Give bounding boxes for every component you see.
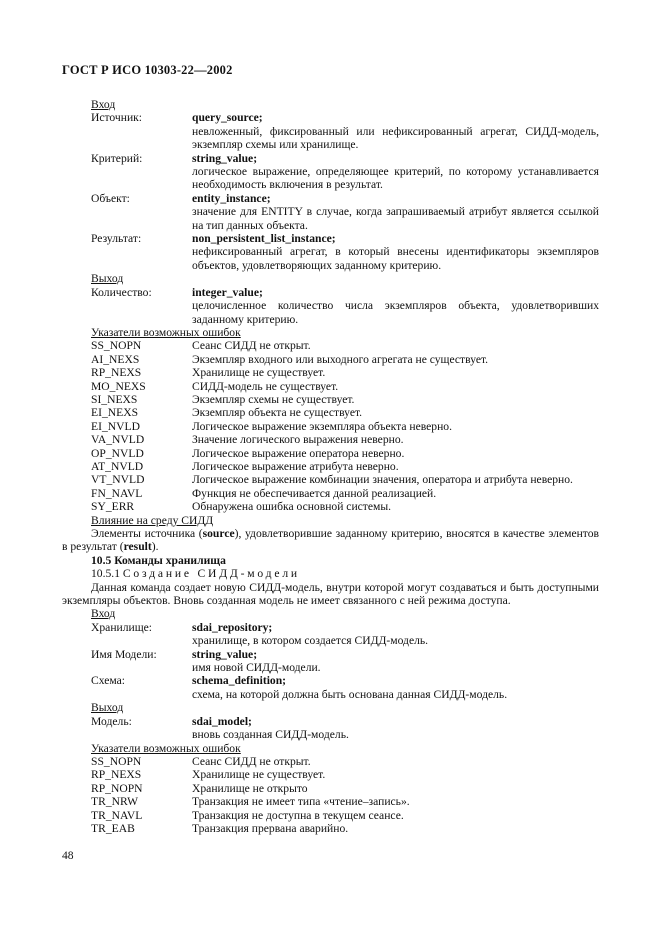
- param-row: [91, 621, 599, 634]
- error-text: Хранилище не открыто: [192, 781, 308, 795]
- error-row: [91, 782, 599, 795]
- param-description: значение для ENTITY в случае, когда запрашиваемый атрибут является ссылкой на тип данных объекта.: [192, 205, 599, 232]
- effect-text-part: ), удовлетворившие заданному критерию, вносятся в качестве элементов в результат (: [62, 527, 599, 554]
- error-text: Логическое выражение оператора неверно.: [192, 446, 405, 460]
- error-row: [91, 393, 599, 406]
- subsection-number: 10.5.1: [91, 567, 120, 581]
- page-number: 48: [62, 849, 74, 862]
- error-row: [91, 353, 599, 366]
- error-row: [91, 768, 599, 781]
- output-heading: Выход: [91, 272, 124, 286]
- error-code: RP_NEXS: [91, 768, 142, 782]
- error-row: [91, 366, 599, 379]
- param-row: [91, 111, 599, 124]
- error-text: Значение логического выражения неверно.: [192, 433, 404, 447]
- param-type: integer_value;: [192, 285, 263, 299]
- param-row: [91, 232, 599, 245]
- error-code: EI_NVLD: [91, 419, 140, 433]
- error-row: [91, 487, 599, 500]
- param-row: [91, 152, 599, 165]
- param-type: string_value;: [192, 151, 258, 165]
- error-row: [91, 433, 599, 446]
- input-params-list: [91, 621, 599, 701]
- error-text: Экземпляр схемы не существует.: [192, 392, 355, 406]
- errors-heading: Указатели возможных ошибок: [91, 325, 241, 339]
- param-desc-row: [91, 634, 599, 647]
- param-description: нефиксированный агрегат, в который внесены идентификаторы экземпляров объектов, удовлетворяющих заданному критерию.: [192, 245, 599, 272]
- output-heading: Выход: [91, 701, 124, 715]
- param-row: [91, 192, 599, 205]
- error-row: [91, 460, 599, 473]
- error-text: Обнаружена ошибка основной системы.: [192, 500, 392, 514]
- effect-paragraph: [62, 527, 599, 554]
- input-heading: Вход: [91, 607, 116, 621]
- param-label: Количество:: [91, 285, 152, 299]
- param-label: Результат:: [91, 232, 142, 246]
- error-row: [91, 755, 599, 768]
- error-text: Транзакция не доступна в текущем сеансе.: [192, 808, 404, 822]
- error-text: Логическое выражение атрибута неверно.: [192, 459, 399, 473]
- error-code: TR_NRW: [91, 795, 139, 809]
- error-list: [91, 755, 599, 835]
- error-code: RP_NOPN: [91, 781, 143, 795]
- param-row: [91, 674, 599, 687]
- error-code: SS_NOPN: [91, 339, 142, 353]
- param-label: Модель:: [91, 714, 132, 728]
- param-type: sdai_model;: [192, 714, 252, 728]
- param-label: Источник:: [91, 111, 143, 125]
- output-params-list: [91, 286, 599, 326]
- error-row: [91, 795, 599, 808]
- effect-result-term: result: [123, 540, 152, 554]
- param-row: [91, 648, 599, 661]
- page-content: [62, 98, 599, 835]
- param-description: невложенный, фиксированный или нефиксированный агрегат, СИДД-модель, экземпляр схемы или хранилище.: [192, 124, 599, 152]
- param-description: целочисленное количество числа экземпляров объекта, удовлетворивших заданному критерию.: [192, 299, 599, 326]
- error-text: Транзакция прервана аварийно.: [192, 821, 349, 835]
- error-code: SI_NEXS: [91, 392, 138, 406]
- error-code: SS_NOPN: [91, 754, 142, 768]
- param-type: schema_definition;: [192, 674, 287, 688]
- error-text: Хранилище не существует.: [192, 768, 326, 782]
- param-description: логическое выражение, определяющее критерий, по которому устанавливается необходимость включения в результат.: [192, 165, 599, 192]
- error-row: [91, 822, 599, 835]
- error-text: Экземпляр входного или выходного агрегата не существует.: [192, 352, 489, 366]
- error-row: [91, 420, 599, 433]
- error-text: Хранилище не существует.: [192, 366, 326, 380]
- param-description: схема, на которой должна быть основана данная СИДД-модель.: [192, 687, 508, 701]
- param-desc-row: [91, 688, 599, 701]
- error-code: FN_NAVL: [91, 486, 143, 500]
- param-row: [91, 715, 599, 728]
- error-text: Транзакция не имеет типа «чтение–запись».: [192, 795, 410, 809]
- subsection-heading: [91, 567, 599, 580]
- param-type: non_persistent_list_instance;: [192, 232, 336, 246]
- param-desc-row: [91, 205, 599, 232]
- error-text: Функция не обеспечивается данной реализацией.: [192, 486, 437, 500]
- param-description: хранилище, в котором создается СИДД-модель.: [192, 634, 429, 648]
- param-type: string_value;: [192, 647, 258, 661]
- input-heading: Вход: [91, 98, 116, 111]
- param-label: Критерий:: [91, 151, 143, 165]
- effect-text-part: ).: [151, 540, 159, 554]
- error-code: AI_NEXS: [91, 352, 140, 366]
- error-row: [91, 380, 599, 393]
- effect-heading: Влияние на среду СИДД: [91, 513, 214, 527]
- error-code: VA_NVLD: [91, 433, 145, 447]
- param-desc-row: [91, 299, 599, 326]
- error-code: TR_NAVL: [91, 808, 143, 822]
- param-type: sdai_repository;: [192, 620, 273, 634]
- error-code: OP_NVLD: [91, 446, 144, 460]
- error-text: Сеанс СИДД не открыт.: [192, 754, 311, 768]
- error-text: Логическое выражение экземпляра объекта неверно.: [192, 419, 452, 433]
- error-code: VT_NVLD: [91, 473, 145, 487]
- error-row: [91, 339, 599, 352]
- error-text: Сеанс СИДД не открыт.: [192, 339, 311, 353]
- error-row: [91, 447, 599, 460]
- param-label: Объект:: [91, 191, 130, 205]
- param-description: вновь созданная СИДД-модель.: [192, 728, 349, 742]
- error-list: [91, 339, 599, 513]
- error-row: [91, 473, 599, 486]
- error-code: RP_NEXS: [91, 366, 142, 380]
- param-type: query_source;: [192, 111, 263, 125]
- error-row: [91, 809, 599, 822]
- param-desc-row: [91, 728, 599, 741]
- output-params-list: [91, 715, 599, 742]
- param-label: Имя Модели:: [91, 647, 157, 661]
- section-heading: 10.5 Команды хранилища: [91, 553, 226, 567]
- error-row: [91, 406, 599, 419]
- param-desc-row: [91, 125, 599, 152]
- effect-source-term: source: [202, 527, 235, 540]
- error-code: AT_NVLD: [91, 459, 144, 473]
- error-code: MO_NEXS: [91, 379, 146, 393]
- error-text: СИДД-модель не существует.: [192, 379, 339, 393]
- error-row: [91, 500, 599, 513]
- error-code: EI_NEXS: [91, 406, 139, 420]
- param-desc-row: [91, 165, 599, 192]
- param-desc-row: [91, 661, 599, 674]
- effect-text-part: Элементы источника (: [91, 527, 203, 540]
- param-desc-row: [91, 245, 599, 272]
- param-row: [91, 286, 599, 299]
- subsection-title: Создание СИДД-модели: [122, 567, 300, 581]
- param-description: имя новой СИДД-модели.: [192, 661, 321, 675]
- param-type: entity_instance;: [192, 191, 271, 205]
- param-label: Схема:: [91, 674, 126, 688]
- input-params-list: [91, 111, 599, 272]
- document-header: ГОСТ Р ИСО 10303-22—2002: [62, 63, 233, 77]
- errors-heading: Указатели возможных ошибок: [91, 741, 241, 755]
- command-description: Данная команда создает новую СИДД-модель, внутри которой могут создаваться и быть доступными экземпляры объектов. Вновь созданная модель не имеет связанного с ней режима доступа.: [62, 580, 599, 608]
- error-text: Логическое выражение комбинации значения, оператора и атрибута неверно.: [192, 473, 573, 487]
- param-label: Хранилище:: [91, 620, 153, 634]
- error-text: Экземпляр объекта не существует.: [192, 406, 363, 420]
- error-code: SY_ERR: [91, 500, 135, 514]
- error-code: TR_EAB: [91, 821, 135, 835]
